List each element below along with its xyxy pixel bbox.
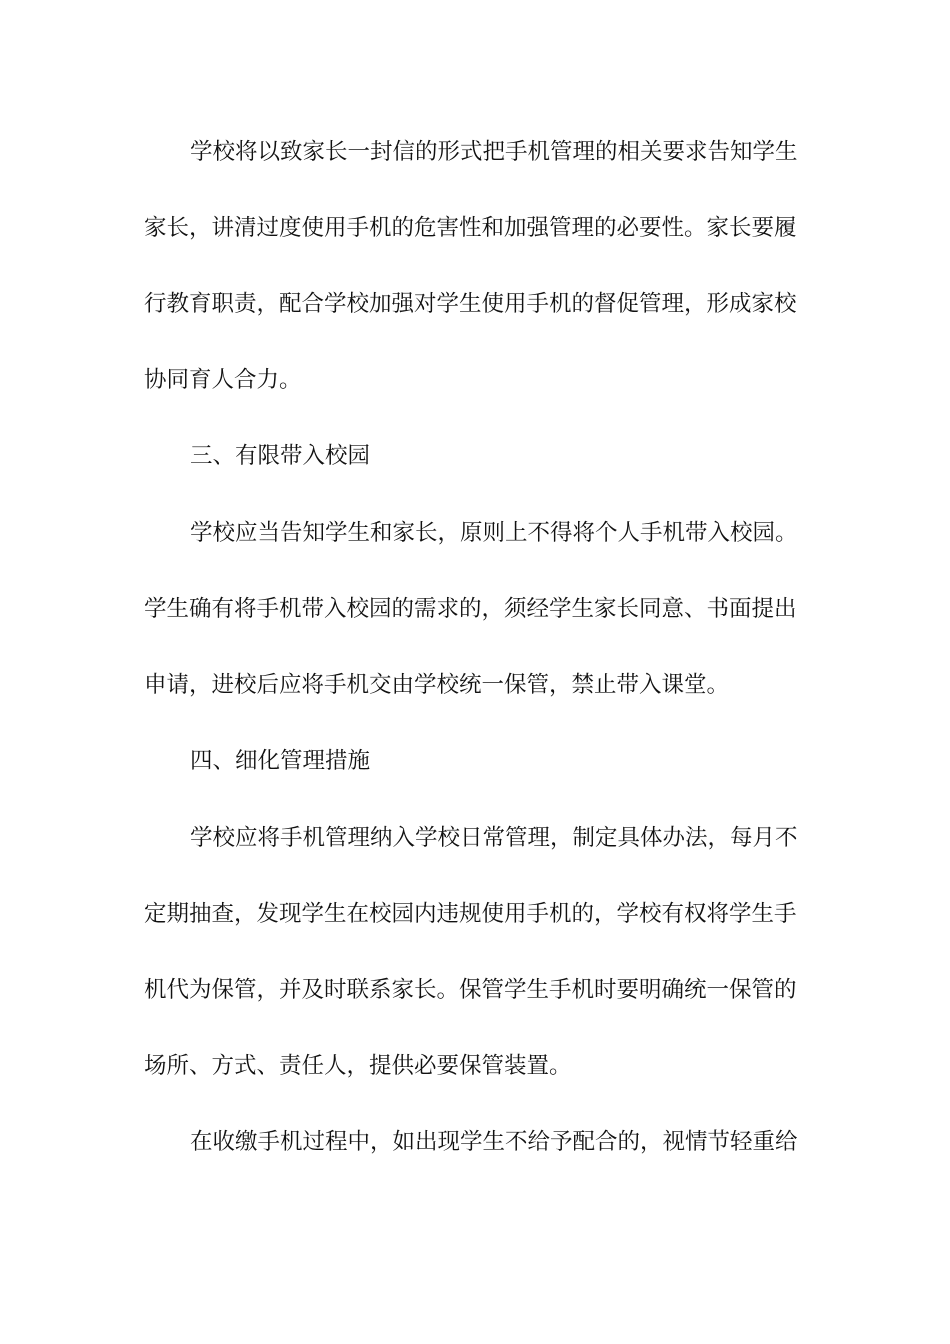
paragraph-4-line-1: 在收缴手机过程中，如出现学生不给予配合的，视情节轻重给: [190, 1129, 798, 1155]
paragraph-2-line-3: 申请，进校后应将手机交由学校统一保管，禁止带入课堂。: [144, 672, 730, 698]
section-heading-4: 四、细化管理措施: [190, 748, 371, 774]
paragraph-1-line-3: 行教育职责，配合学校加强对学生使用手机的督促管理，形成家校: [144, 291, 797, 317]
paragraph-1-line-2: 家长，讲清过度使用手机的危害性和加强管理的必要性。家长要履: [144, 215, 797, 241]
paragraph-2-line-2: 学生确有将手机带入校园的需求的，须经学生家长同意、书面提出: [144, 596, 797, 622]
paragraph-1-line-4: 协同育人合力。: [144, 367, 302, 393]
paragraph-2-line-1: 学校应当告知学生和家长，原则上不得将个人手机带入校园。: [190, 520, 798, 546]
paragraph-3-line-3: 机代为保管，并及时联系家长。保管学生手机时要明确统一保管的: [144, 977, 797, 1003]
paragraph-1-line-1: 学校将以致家长一封信的形式把手机管理的相关要求告知学生: [190, 139, 798, 165]
paragraph-3-line-1: 学校应将手机管理纳入学校日常管理，制定具体办法，每月不: [190, 825, 798, 851]
paragraph-3-line-2: 定期抽查，发现学生在校园内违规使用手机的，学校有权将学生手: [144, 901, 797, 927]
section-heading-3: 三、有限带入校园: [190, 443, 371, 469]
paragraph-3-line-4: 场所、方式、责任人，提供必要保管装置。: [144, 1053, 572, 1079]
